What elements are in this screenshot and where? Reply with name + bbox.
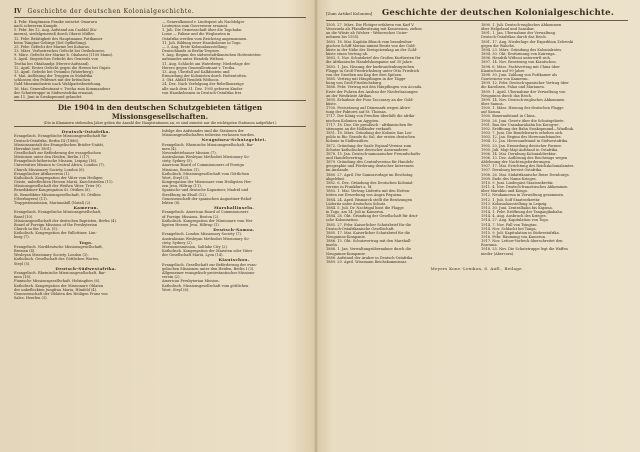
mission-entry-line: Sales, Heerlen (3). — [14, 296, 48, 301]
timeline-entry-line: 1884. 28. Okt. Gründung der Gesellschaft für deut- — [326, 214, 419, 219]
timeline-entry-line: 1901. Bau der Usambarabahn bis Korogwe. — [481, 122, 560, 127]
timeline-entry-line: 1916. Febr. Räumung von Kamerun. — [481, 234, 547, 239]
timeline-entry-line: 1908. 26. Mai. Südafrikanische Reise Dernburgs. — [481, 172, 570, 177]
timeline-entry-line: 1886. 15. Okt. Schutzvertrag mit den Marshall- — [326, 239, 412, 244]
chronology-entry-line: 25. Febr. Gefecht der Marine bei Koharas. — [14, 44, 90, 49]
timeline-entry-line: Rowuma. — [481, 243, 498, 248]
timeline-entry-line: 1900. Boxeraufstand in China. — [481, 114, 536, 119]
mission-entry-line: Katholisch. Missionsgesellschaft vom göttlichen — [162, 283, 249, 288]
left-page — [14, 8, 306, 300]
chronology-entry-line: beim Tsingtao-Gebirge (Del Opfließung). — [14, 40, 88, 45]
mission-entry-line: men (18). — [14, 275, 32, 280]
chronology-entry-line: Leutweins zum Gouverneur ernannt. — [162, 24, 229, 29]
mission-entry-line: verein (2). — [162, 275, 181, 280]
chronology-entry-line: Trotha bei Oktahandja (Herero-Aufstand). — [14, 61, 90, 66]
mission-entry-line: ligsten Herzen Jesu, Hiltrup (1). — [162, 222, 220, 227]
timeline-entry-line: 1904. 12. Jan. Hereroaufstand in Südwestafrika. — [481, 139, 569, 144]
timeline-entry-line: 1880. 27. April. Die Samoavorlage im Reichstag — [326, 172, 413, 177]
timeline-entry-line: 1910. 9. Juni. Lindequist Staatssekretär. — [481, 180, 554, 185]
mission-entry-line: Trappistenmission, Mariannhill (Natal) (2). — [14, 200, 92, 205]
timeline-entry-line: 1891. 17. Aug. Niederlage der Expedition Zelewski — [481, 39, 574, 44]
title-block — [326, 8, 628, 21]
chronology-entry-line: — Generalkonsul v. Lindequist als Nachfolger — [162, 20, 245, 24]
timeline-entry-line: über Marokko und Kongo. — [481, 189, 529, 194]
timeline-entry-line: 1695. Erlaubnis der Fuss Taccarary an der Gold- — [326, 97, 414, 102]
timeline-entry-line: 1896. Hendrik Witbooi unterwirft sich. — [481, 56, 551, 61]
timeline-entry-line: von der Groeben am Kap der drei Spitzen. — [326, 72, 403, 77]
timeline-entry-line: die Karolinen, Palau und Marianen. — [481, 85, 545, 90]
chronology-entry-line: alle nach dem 31. Dez. 1905 geboren Kinder — [162, 86, 243, 91]
chronology-entry-line: der Schutztruppe in Südwestafrika ernannt, — [14, 90, 94, 95]
timeline-entry-line: über Samoa. — [481, 101, 504, 106]
chronology-entry-line: 1. Juli. Die Gemeinschaft über die Togobahn — [162, 28, 242, 33]
mission-entry-line: Steyl (5). — [14, 261, 31, 266]
timeline-entry-line: totten zur Erwerbung von Angra Pequena. — [326, 193, 403, 198]
timeline-entry-line: 1906. 13. Dez. Auflösung des Reichstags wegen — [481, 156, 568, 160]
timeline-entry-line: nischen Kolonien an Ägypten. — [326, 118, 380, 123]
timeline-entry-line: 1683. 1. Jan. Hissung der kurbrandenburgischen — [326, 64, 415, 69]
region-heading: Neuguinea-Schutzgebiet. — [201, 137, 267, 143]
timeline-entry-line: Deutsch-Ostafrikas durch das Reich. — [481, 35, 547, 40]
timeline-entry-line: küste in der Nähe der Dreispitzenkap an der Gold- — [326, 47, 418, 52]
timeline-entry-line: 1905. 20. Jan. Ermordung deutscher Farmer. — [481, 143, 562, 148]
mission-entry-line: Church in the U.S.A. (5). — [14, 227, 59, 232]
chronology-columns — [14, 20, 306, 99]
timeline-entry-line: 1898. 6. März. Pachtvertrag mit China über — [481, 64, 560, 69]
chronology-entry-line: 13. März. Verlustreiches Gefecht bei Owikokorero. — [14, 49, 106, 54]
mission-entry-line: Missionsanstalt der Evangelischen Brüder-Unität, — [14, 142, 105, 147]
mission-entry-line: Allgemeiner evangelisch-protestantischer Missions- — [162, 271, 256, 276]
section-rule-bottom — [14, 126, 306, 127]
mission-entry-line: zen Jesu, Hiltrup (11). — [162, 184, 202, 189]
timeline-entry-line: tung der Faktorei auf St. Thomas. — [326, 110, 387, 115]
section-title: Die 1904 in den deutschen Schutzgebieten tätigen Missionsgesellschaften. — [57, 102, 263, 121]
mission-entry-line: Genossenschaft der Oblaten des Heiligen Franz von — [14, 291, 108, 296]
chronology-entry-line: 11. Juli. Bildung einer Hauskolonne in Togo. — [162, 40, 242, 45]
timeline-entry-line: gischen Schiff Morian nimmt Besitz von der Gold- — [326, 43, 416, 48]
mission-entry-line: Evangelisch-lutherische Mission, Leipzig (16). — [14, 159, 98, 164]
mission-entry-line: Bremen (4). — [14, 249, 36, 254]
running-header — [14, 8, 306, 18]
mission-entry-line: Wort, Steyl (3). — [162, 175, 190, 180]
book-gutter — [314, 0, 318, 452]
timeline-entry-line: 1897. 14. Nov. Besetzung von Kiautschou. — [481, 60, 557, 65]
chronology-entry-line: von Hauskolonnen in Deutsch-Ostafrika frei. — [162, 90, 243, 95]
timeline-entry-line: die Afrikanische Handelskompanie auf 30 Jahre. — [326, 60, 413, 65]
mission-entry-line: Spanische und deutsche Kapuziner, Madrid und — [162, 188, 249, 193]
timeline-entry-line: gegen die Wahehe. — [481, 43, 516, 48]
timeline-entry-line: 1907. 17. Mai. Errichtung des Reichskolonialamtes. — [481, 164, 575, 169]
mission-entry-line: Benediktiner-Kongregation St. Ottilien (8). — [14, 188, 91, 193]
timeline-entry-line: 1685. Vertrag mit Häuptlingen in der Tägge- — [326, 77, 407, 82]
timeline-entry-line: 1914. Nov. Schlacht bei Tanga. — [481, 226, 537, 231]
mission-entry-line: Universities Mission to Central Africa, London (7). — [14, 163, 105, 168]
timeline-entry-line: 1902. Eröffnung der Bahn Swakopmund—Windhuk. — [481, 126, 575, 131]
timeline-entry-line: Gouverneur von Kamerun. — [481, 77, 529, 82]
mission-entry-line: ciety, Sydney (5). — [162, 159, 193, 164]
mission-entry-line: Evangelisch. Gesellschaft zur Beförderung der evan- — [162, 262, 257, 267]
chronology-entry-line: 24. Dez. Nach Verfolgung der Rebellionszüge — [162, 82, 244, 87]
timeline-entry-line: Lüderitz unter deutschen Schutz. — [326, 201, 387, 206]
timeline-entry-line: abgelehnt. — [326, 176, 346, 181]
mission-column-left — [14, 129, 158, 300]
timeline-entry-line: vereins in Frankfurt a. M. — [326, 185, 373, 190]
timeline-entry-line: 1903. 7. Juni. Die Bondelzwarts erheben sich. — [481, 131, 564, 136]
timeline-entry-line: und Handelsvertrag. — [326, 156, 364, 160]
timeline-entry-line: nieder (Abercorn). — [481, 251, 515, 256]
timeline-entry-line: 1900. 1. März. Hissung der deutschen Flagge — [481, 106, 564, 111]
mission-entry-line: of Foreign Missions, Boston (2). — [162, 214, 220, 219]
mission-entry-line: American Presbyterian Mission. — [162, 279, 220, 284]
timeline-entry-line: 1883. 1. Mai. Vertrag Lüderitz mit den Hotten- — [326, 189, 411, 194]
timeline-entry-line: Kolonie in Südbrasilien. — [326, 139, 369, 144]
timeline-entry-line: 1872. Gründung der Saale Espiaul-Vereins zum — [326, 143, 412, 148]
mission-entry-line: Missions, Boston (1). — [162, 167, 200, 172]
mission-columns — [14, 129, 306, 300]
timeline-entry-line: Neuguinea-Kompanie. — [326, 251, 366, 256]
timeline-entry-line: 1891. 1. Jan. Übernahme der Verwaltung — [481, 31, 555, 36]
timeline-entry-line: 1686. Febr. Vertrag mit den Häuptlingen von Accada. — [326, 85, 423, 90]
region-heading: Kamerun. — [73, 205, 99, 211]
timeline-entry-line: 1914. 4. Aug. Ausbruch des Krieges. — [481, 214, 547, 219]
mission-entry-line: burg (7). — [14, 235, 30, 240]
mission-entry-line: Finnische Missionsgesellschaft, Helsingfors (6). — [14, 279, 101, 284]
mission-entry-line: Evangelisch. Rheinische Missionsgesellschaft, Bar- — [14, 271, 107, 276]
timeline-entry-line: 1909. Ende des Nama-Krieges. — [481, 176, 537, 181]
timeline-entry-line: 1505. 27. März. Die Flotiger erfahren von Karl V. — [326, 23, 415, 27]
chronology-entry-line: 12. April. Erstes Gefecht gegen die Herero bei Onjati. — [14, 65, 112, 70]
chronology-entry-line: Lome — Palime und die Wegbauten in — [162, 32, 231, 37]
timeline-entry-line: 1851. 18. März. Gründung der Kolonie San Leo- — [326, 131, 413, 136]
header-note: [Zum Artikel Kolonien] — [326, 11, 373, 16]
mission-entry-line: Church Missionary Society, London (6). — [14, 167, 86, 172]
timeline-entry-line: 1890. 1. Juli. Deutsch-englisches Abkommen — [481, 23, 562, 27]
timeline-entry-line: 1918. 25. Nov. Die Schutztruppe legt die Waffen — [481, 247, 568, 252]
mission-entry-line: der unbefleckten Jungfrau Maria, Hünfeld (4). — [14, 287, 98, 292]
timeline-entry-line: 1914. 1. Febr. Eröffnung der Tanganjikabahn. — [481, 210, 564, 215]
timeline-entry-line: Neuguinea durch das Reich. — [481, 93, 533, 98]
timeline-entry-line: 1905. Juli. Maji-Maji-Aufstand in Ostafrika. — [481, 147, 559, 152]
mission-entry-line: Katholisch. Kongregation der Missionare vom Hei- — [162, 218, 254, 223]
timeline-entry-line: 1906. 14. Mai. Dernburg Kolonialdirektor. — [481, 151, 557, 156]
mission-entry-line: (Oberbayern) (11). — [14, 196, 48, 201]
chronology-entry-line: Ostafrika werden vom Reichstag angenommen. — [162, 36, 248, 41]
chronology-entry-line: 16. Mai. Generalleutnant v. Trotha zum Kommandeur — [14, 86, 111, 91]
timeline-entry-line: 1900. 26. Juni. Gesetz über die Schutzgebiete. — [481, 118, 565, 123]
mission-entry-line: Katholisch. Kongregation der Väter vom Heiligen — [14, 175, 103, 180]
timeline-entry-line: 1913. 30. Juni. Zentralbahn bis Kigoma. — [481, 205, 553, 210]
page-footer: Meyers Konv.-Lexikon, 6. Aufl., Beilage. — [430, 266, 524, 272]
chronology-entry-line: 9. Aug. Beginn des südwestafrikanischen Hottentotten- — [162, 53, 262, 58]
chronology-entry-line: 5. April. Siegreiches Gefecht des Generals von — [14, 57, 98, 62]
chronology-entry-line: nach schwerem Kampfe. — [14, 24, 59, 29]
page-title: Geschichte der deutschen Kolonialgeschichte. — [381, 8, 615, 18]
mission-entry-line: Missionsgesellschaft der Weißen Väter, Trier (9). — [14, 184, 102, 189]
chronology-entry-line: am 11. Juni in Swakopmund gelandet. — [14, 94, 83, 99]
chronology-column-left — [14, 20, 158, 99]
timeline-entry-line: 1885. 27. Febr. Kaiserlicher Schutzbrief für die — [326, 222, 412, 227]
mission-entry-line: Gesellschaft zur Beförderung der evangelischen — [14, 151, 101, 155]
running-title: Geschichte der deutschen Kolonialgeschichte. — [27, 8, 195, 15]
mission-entry-line: Evangelisch. American Board of Commissioners — [162, 210, 249, 215]
mission-entry-line: der Gesellschaft Mariä, Lyon (14). — [162, 253, 224, 258]
region-heading: Deutsch-Samoa. — [213, 227, 255, 233]
timeline-entry-line: 1882. 6. Dez. Gründung des Deutschen Kolonial- — [326, 180, 414, 185]
timeline-entry-line: 1899. 1. April. Übernahme der Verwaltung von — [481, 89, 566, 94]
mission-entry-line: Basel (10). — [14, 214, 34, 219]
chronology-entry-line: Herero gegen Generalleutnant v. Trotha. — [162, 65, 236, 70]
timeline-column-right — [481, 23, 628, 264]
timeline-entry-line: Deutsch-Ostafrikanische Gesellschaft. — [326, 226, 395, 231]
mission-entry-line: gelischen Missionen unter den Heiden, Berlin I (3). — [162, 266, 255, 271]
timeline-entry-line: 1894. 30. Okt. Erstürmung von Kuirenga. — [481, 52, 556, 57]
timeline-entry-line: auf Samoa. — [481, 110, 502, 115]
timeline-entry-line: 1683. 18. Mai. Kapitän Blonck vom brandenbur- — [326, 39, 413, 44]
timeline-entry-line: 1885. 17. Mai. Kaiserlicher Schutzbrief für die — [326, 230, 411, 235]
timeline-entry-line: an der Westküste Afrikas. — [326, 93, 373, 98]
mission-entry-line: Katholisch. Kongregation der Pallottiner, Lim- — [14, 231, 97, 236]
timeline-column-left — [326, 23, 473, 264]
timeline-entry-line: im Auslande. — [326, 168, 350, 173]
mission-entry-line: Katholisch. Kongregation der Missionare Oblaten — [14, 283, 104, 288]
chronology-entry-line: 13. April. Gefecht bei Oviumbo (Waterberg). — [14, 69, 94, 74]
mission-entry-line: ciety, Sydney (2). — [162, 240, 193, 245]
section-rule-top — [14, 100, 306, 101]
mission-entry-line: American Board of Commissioners of Foreign — [162, 163, 245, 168]
mission-entry-line: Evangelischer Afrikaverein (1). — [14, 171, 71, 176]
mission-entry-line: Katholisch. Missionsgesellschaft vom Göttlichen — [162, 171, 250, 176]
mission-entry-line: St. Benediktus-Missionsgesellschaft, St. Ottilien — [14, 192, 101, 197]
mission-entry-line: Wort, Steyl (6). — [162, 287, 190, 292]
mission-entry-line: Board of Foreign Missions of the Presbyterian — [14, 222, 97, 227]
chronology-entry-line: merun), siedelgenerieß durch Oberst Müller. — [14, 32, 95, 37]
timeline-entry-line: 1917. Nov. Lettow-Vorbeck überschreitet den — [481, 239, 563, 244]
region-heading: Togo. — [79, 239, 93, 245]
mission-entry-line: Missionen unter den Heiden, Berlin I (17). — [14, 155, 91, 160]
timeline-entry-line: 1717. Der König von Preußen überläßt die afrika- — [326, 114, 416, 119]
timeline-entry-line: 1912. 1. Juli. Solf Staatssekretär. — [481, 197, 541, 202]
mission-entry-line: Evangelisch. Evangelische Missionsgesellschaft, — [14, 210, 102, 215]
timeline-entry-line: inseln. — [326, 243, 338, 248]
timeline-entry-line: an die Wüste ab (Welser - Welsersches Unter- — [326, 31, 409, 36]
mission-entry-line: Wesleyan Missionary Society, London (3). — [14, 253, 89, 258]
timeline-columns — [326, 23, 628, 264]
chronology-entry-line: Gold-Minenindustrie nach Wahlparteibeziehung. — [14, 82, 102, 87]
timeline-entry-line: 1884. 24. April. Bismarck stellt die Besitzungen — [326, 197, 413, 202]
timeline-entry-line: 1907. Dernburg bereist Ostafrika. — [481, 168, 543, 173]
mission-entry-line: Neuendettelsauer Mission (7). — [162, 151, 217, 155]
mission-entry-line: Kongregation der Missionare vom Heiligsten Her- — [162, 180, 253, 185]
timeline-entry-line: 1914. 27. Aug. Kapitulation von Togo. — [481, 218, 549, 223]
timeline-entry-line: 1888. Aufstand der Araber in Deutsch-Ostafrika. — [326, 255, 414, 260]
mission-entry-line: Australasian Wesleyan Methodist Missionary So- — [162, 155, 250, 160]
timeline-entry-line: Neuguinea-Kompanie. — [326, 234, 366, 239]
timeline-entry-line: 1884. 5. Juli. Dr. Nachtigal hisst die Flagge — [326, 205, 404, 210]
timeline-entry-line: 1915. 9. Juli. Kapitulation in Südwestafrika. — [481, 230, 560, 235]
timeline-entry-line: 1700. Festsetzung auf Dänemark wegen Abtre- — [326, 106, 411, 111]
timeline-entry-line: 1913. Kolonialausstellung in Leipzig. — [481, 201, 548, 206]
timeline-entry-line: küste einen Vertrag ab. — [326, 52, 369, 57]
chronology-entry-line: — 3. Aug. Erste Kolonialausstellung — [162, 44, 227, 49]
timeline-entry-line: 1879. Gründung des Centralvereins für Handels- — [326, 160, 415, 165]
timeline-entry-line: sitzungen an die Holländer verkauft. — [326, 126, 393, 131]
timeline-entry-line: Schutze katholischer deutscher Auswanderer. — [326, 147, 409, 152]
mission-entry-line: Katholisch. Kongregation der Maristen oder Väter — [162, 249, 253, 254]
timeline-entry-line: 1889. 29. April. Wissmann Reichskommissar. — [326, 259, 407, 264]
timeline-entry-line: hung von Groß-Friedrichsburg. — [326, 81, 383, 86]
mission-entry-line: Missionsgesellschaft der deutschen Baptisten, Berlin (4). — [14, 218, 117, 223]
timeline-entry-line: küste. — [326, 101, 337, 106]
mission-entry-line: Evangelisch. Rheinische Missionsgesellschaft, Bar- — [162, 142, 255, 147]
region-heading: Deutsch-Südwestafrika. — [55, 265, 117, 271]
chronology-entry-line: 5. Febr. bis 12. Aug. Aufstand am Caoldal (Ka- — [14, 28, 98, 33]
mission-entry-line: Evangelisch. Norddeutsche Missionsgesellschaft, — [14, 244, 103, 249]
chronology-entry-line: 11. Aug. Schlacht am Waterberg: Niederlage der — [162, 61, 251, 66]
mission-entry-line: Australasian Wesleyan Methodist Missionary So- — [162, 236, 250, 241]
page-number: IV — [14, 8, 22, 15]
region-heading: Marshallinseln. — [213, 205, 255, 211]
mission-entry-line: Genossenschaft der spanischen Augustiner-Rekol- — [162, 196, 253, 201]
mission-entry-line: Deutsch-Ostafrika, Berlin III (1886). — [14, 138, 80, 143]
chronology-entry-line: Deutschlands in Berlin-Treptow. — [162, 49, 220, 54]
chronology-entry-line: schlossen den Feldwurt mit der britischen — [14, 78, 91, 83]
mission-entry-line: Missionsgesellschaften teilweise verlassen worden. — [162, 133, 255, 138]
mission-entry-line: Geiste, unbefleckten Herzen Mariä, Knechtsteden (11). — [14, 180, 114, 185]
timeline-entry-line: 1717. 18. Dez. Die preußisch - afrikanischen Be- — [326, 122, 414, 127]
mission-entry-line: Herrnhut (seit 1891). — [14, 146, 53, 151]
timeline-entry-line: geographie und Förderung deutscher Interessen — [326, 164, 414, 169]
timeline-entry-line: 1911. 4. Nov. Deutsch-französisches Abkommen — [481, 185, 568, 190]
timeline-entry-line: Ablehnung der Nachtragsforderungen. — [481, 160, 552, 165]
timeline-entry-line: 1914. 7. Nov. Fall von Tsingtau. — [481, 222, 538, 227]
timeline-entry-line: 1894. 23. März. Gründung des Kolonialrates. — [481, 47, 563, 52]
timeline-entry-line: über Helgoland und Sansibar. — [481, 27, 535, 32]
region-heading: Kiautschou. — [218, 257, 250, 263]
timeline-entry-line: nehmen bis 1555). — [326, 35, 360, 40]
chronology-entry-line: Ermordung der Kolonisten durch Hottentotten. — [162, 74, 248, 79]
timeline-entry-line: 1903. 12. Jan. Beginn des Hereroaufstandes. — [481, 135, 562, 140]
region-heading: Deutsch-Ostafrika. — [61, 128, 111, 134]
mission-entry-line: Katholisch. Gesellschaft des Göttlichen Wortes, — [14, 257, 100, 262]
timeline-entry-line: 1898. 30. Juni. Zahlung von Puttkamer als — [481, 72, 558, 77]
timeline-entry-line: 1899. 12. Febr. Deutsch-spanischer Vertrag über — [481, 81, 569, 86]
chronology-entry-line: 3. Okt. Abfall Hendrik Witboois. — [162, 78, 220, 83]
timeline-entry-line: 1899. 14. Nov. Deutsch-englisches Abkommen — [481, 97, 565, 102]
timeline-entry-line: Erste der Fuhren des Ausbau der Niederlassungen — [326, 89, 418, 94]
section-note: (Die in Klammern stehenden Jahre geben die Anzahl der Hauptstationen an; es sind zumeist nur die wichtigsten Stationen aufgeführt.) — [43, 120, 277, 125]
mission-entry-line: lekten (8). — [162, 200, 181, 205]
chronology-entry-line: aufstandes unter Hendrik Witbooi. — [162, 57, 225, 62]
mission-entry-line: Infolge des Aufstandes sind die Stationen der — [162, 128, 244, 133]
timeline-entry-line: in Togo, am 14. Juli in Kamerun. — [326, 210, 385, 215]
chronology-entry-line: 12. Febr. Betätigkeit des Hauptmanns Puttkamer — [14, 36, 103, 41]
mission-entry-line: Evangelisch. London Missionary Society (7). — [162, 232, 242, 237]
timeline-entry-line: Kiautschou auf 99 Jahre. — [481, 68, 526, 73]
timeline-entry-line: 1683. 5. Nov. Schutzbrief des Großen Kurfürsten für — [326, 56, 421, 61]
timeline-entry-line: 1912. Neukamerun in Verwaltung genommen. — [481, 193, 565, 198]
mission-entry-line: Evangelisch. Evangelische Missionsgesellschaft für — [14, 134, 107, 139]
timeline-entry-line: 1888. 1. Jan. Verwaltungsübernahme durch die — [326, 247, 412, 252]
timeline-entry-line: Flagge in Groß-Friedrichsburg unter Otto Friedrich — [326, 68, 420, 73]
timeline-entry-line: 1878. 15. Jan. Deutsch-samoanischer Freundschafts- — [326, 151, 422, 156]
chronology-entry-line: 4. Febr. Hauptmann Franke entsetzt Omaruru — [14, 20, 97, 24]
timeline-entry-line: sche Kolonisation. — [326, 218, 359, 223]
timeline-entry-line: Venezuela als Pfandbesitzung mit Konzession, ziehen — [326, 27, 422, 32]
chronology-column-right — [162, 20, 306, 99]
chronology-entry-line: 9. Mai. Auflösung der Truppen in Südafrika — [14, 74, 93, 79]
chronology-entry-line: 9. März. Gefecht der Marine b. Okaharui (1100 Mann). — [14, 53, 114, 58]
right-page — [326, 8, 628, 271]
mission-column-right — [162, 129, 306, 300]
mission-entry-line: Mormonenmission, Saltlake City (2). — [162, 244, 228, 249]
chronology-entry-line: 13. Aug. Überfall auf Kalkfontein und — [162, 69, 230, 74]
timeline-entry-line: poldo in Rio Grande do Sul, der ersten deutschen — [326, 135, 416, 140]
mission-entry-line: men (4). — [162, 146, 178, 151]
mission-entry-line: Straßburg im Elsaß (12). — [162, 192, 207, 197]
